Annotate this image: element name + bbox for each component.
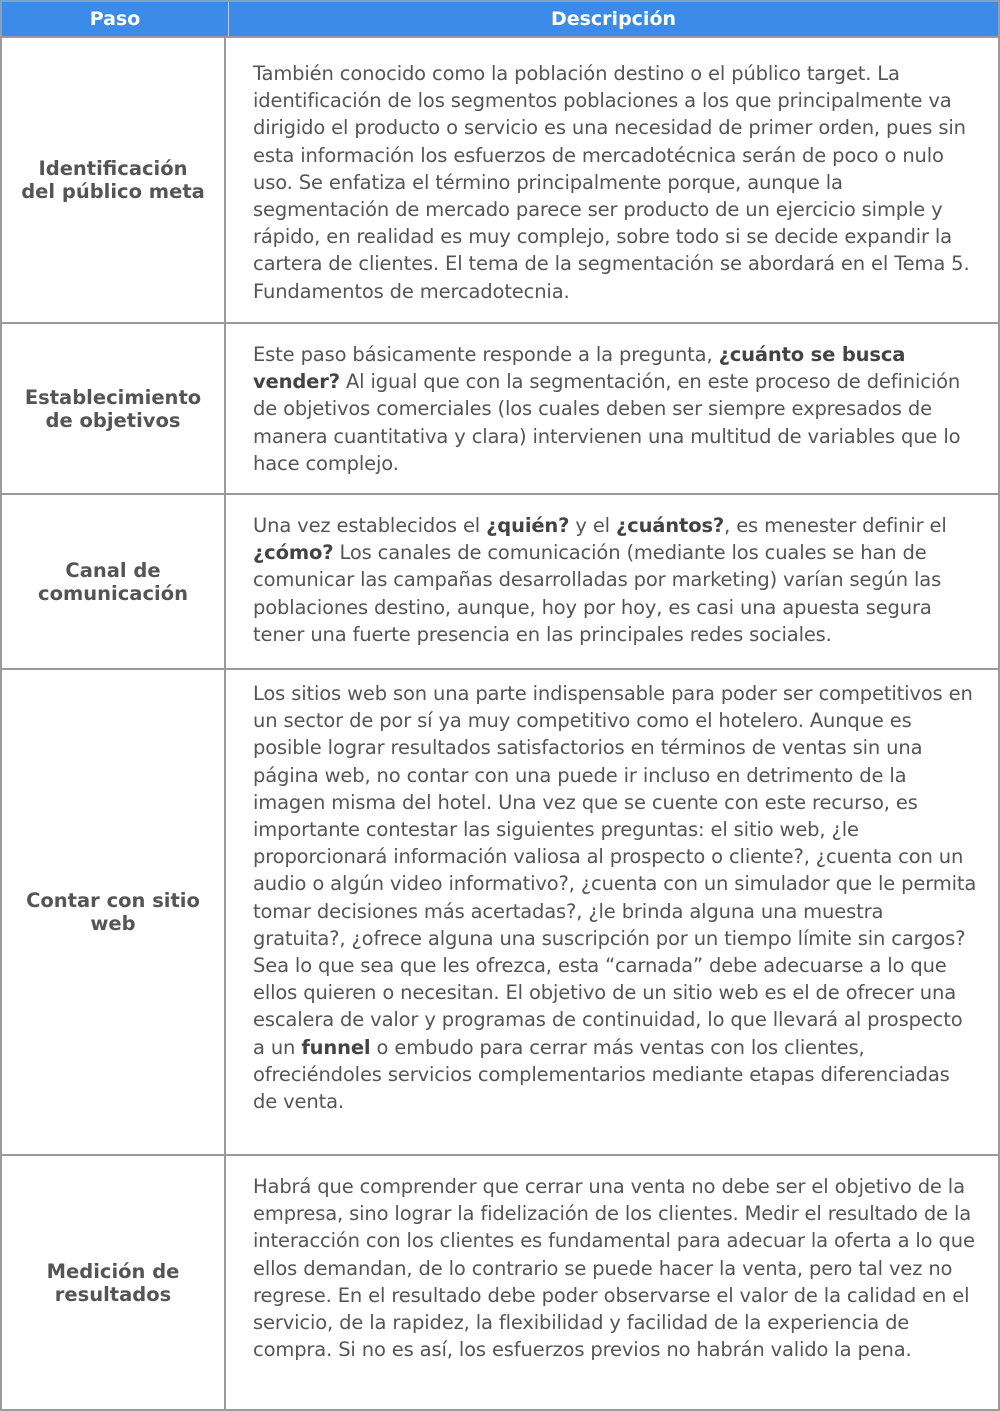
- text-segment: Los sitios web son una parte indispensable para poder ser competitivos en un sector de por sí ya muy competitivo como el hotelero. Aunque es posible lograr resultados satisfactorios en términos de ventas sin una página web, no contar con una puede ir incluso en detrimento de la imagen misma del hotel. Una vez que se cuente con este recurso, es importante contestar las siguientes preguntas: el sitio web, ¿le proporcionará información valiosa al prospecto o cliente?, ¿cuenta con un audio o algún video informativo?, ¿cuenta con un simulador que le permita tomar decisiones más acertadas?, ¿le brinda alguna una muestra gratuita?, ¿ofrece alguna una suscripción por un tiempo límite sin cargos? Sea lo que sea que les ofrezca, esta “carnada” debe adecuarse a lo que ellos quieren o necesitan. El objetivo de un sitio web es el de ofrecer una escalera de valor y programas de continuidad, lo que llevará al prospecto a un: [253, 682, 977, 1059]
- text-segment: , es menester definir el: [724, 514, 947, 537]
- table-row: [0, 1154, 1000, 1411]
- text-segment: Una vez establecidos el: [253, 514, 487, 537]
- bold-phrase: funnel: [301, 1035, 371, 1059]
- text-segment: Este paso básicamente responde a la pregunta,: [253, 343, 719, 366]
- bold-phrase: ¿cuántos?: [616, 514, 725, 537]
- step-name: Contar con sitio web: [2, 670, 226, 1154]
- step-name: Identificación del público meta: [2, 38, 226, 322]
- table-header: [0, 0, 1000, 36]
- bold-phrase: ¿cómo?: [253, 541, 334, 565]
- text-segment: También conocido como la población destino o el público target. La identificación de los segmentos poblaciones a los que principalmente va dirigido el producto o servicio es una necesidad de primer orden, pues sin esta información los esfuerzos de mercadotécnica serán de poco o nulo uso. Se enfatiza el término principalmente porque, aunque la segmentación de mercado parece ser producto de un ejercicio simple y rápido, en realidad es muy complejo, sobre todo si se decide expandir la cartera de clientes. El tema de la segmentación se abordará en el Tema 5. Fundamentos de mercadotecnia.: [253, 62, 970, 303]
- text-segment: Al igual que con la segmentación, en este proceso de definición de objetivos comerciales (los cuales deben ser siempre expresados de manera cuantitativa y clara) intervienen una multitud de variables que lo hace complejo.: [253, 370, 961, 475]
- text-segment: y el: [569, 514, 616, 537]
- step-name: Medición de resultados: [2, 1156, 226, 1409]
- step-description: [226, 670, 998, 1154]
- header-descripcion: Descripción: [550, 8, 677, 30]
- table-row: [0, 36, 1000, 322]
- text-segment: o embudo para cerrar más ventas con los clientes, ofreciéndoles servicios complementarios mediante etapas diferenciadas de venta.: [253, 1035, 950, 1114]
- bold-phrase: ¿quién?: [486, 514, 570, 537]
- step-name: Canal de comunicación: [2, 495, 226, 668]
- step-description: [226, 1156, 998, 1409]
- step-description: [226, 495, 998, 668]
- bold-phrase: ¿cuánto se busca vender?: [253, 343, 906, 394]
- header-paso: Paso: [2, 2, 229, 36]
- table-row: [0, 668, 1000, 1154]
- table-row: [0, 322, 1000, 493]
- step-name: Establecimiento de objetivos: [2, 324, 226, 493]
- step-description: [226, 324, 998, 493]
- text-segment: Habrá que comprender que cerrar una venta no debe ser el objetivo de la empresa, sino lograr la fidelización de los clientes. Medir el resultado de la interacción con los clientes es fundamental para adecuar la oferta a lo que ellos demandan, de lo contrario se puede hacer la venta, pero tal vez no regrese. En el resultado debe poder observarse el valor de la calidad en el servicio, de la rapidez, la flexibilidad y facilidad de la experiencia de compra. Si no es así, los esfuerzos previos no habrán valido la pena.: [253, 1175, 975, 1362]
- step-description: [226, 38, 998, 322]
- text-segment: Los canales de comunicación (mediante los cuales se han de comunicar las campañas desarrolladas por marketing) varían según las poblaciones destino, aunque, hoy por hoy, es casi una apuesta segura tener una fuerte presencia en las principales redes sociales.: [253, 541, 942, 646]
- table-row: [0, 493, 1000, 668]
